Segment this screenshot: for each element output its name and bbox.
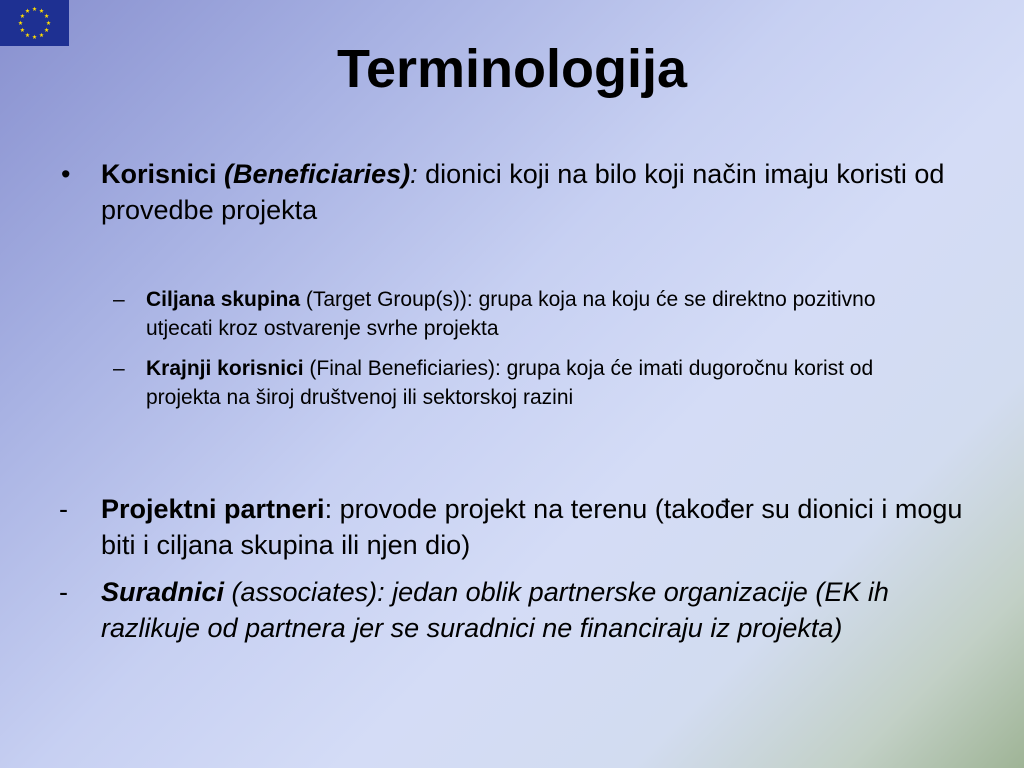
eu-star-icon [20, 28, 25, 32]
dash-marker: – [113, 357, 125, 380]
bullet-marker: • [61, 159, 71, 189]
bullet-projektni-partneri [59, 491, 981, 563]
term-beneficiaries: (Beneficiaries) [224, 159, 411, 189]
bullet-text: (associates): jedan oblik partnerske organizacije (EK ih razlikuje od partnera jer se suradnici ne financiraju iz projekta) [101, 577, 889, 643]
bullet-suradnici [59, 574, 981, 646]
bullet-text: : provode projekt na terenu (također su dionici i mogu biti i ciljana skupina ili njen dio) [101, 494, 963, 560]
bullet-text: dionici koji na bilo koji način imaju koristi od provedbe projekta [101, 159, 945, 225]
dash-marker: – [113, 288, 125, 311]
hyphen-marker: - [59, 577, 68, 607]
eu-star-icon [25, 8, 30, 12]
subbullet-krajnji-korisnici [113, 354, 936, 412]
term-krajnji-korisnici: Krajnji korisnici [146, 357, 304, 380]
term-colon: : [410, 159, 418, 189]
subbullet-text: (Target Group(s)): grupa koja na koju će se direktno pozitivno utjecati kroz ostvarenje svrhe projekta [146, 288, 876, 340]
eu-star-icon [20, 14, 25, 18]
subbullet-text: (Final Beneficiaries): grupa koja će imati dugoročnu korist od projekta na široj društvenoj ili sektorskoj razini [146, 357, 874, 409]
eu-star-icon [18, 21, 23, 25]
eu-star-icon [44, 14, 49, 18]
term-ciljana-skupina: Ciljana skupina [146, 288, 301, 311]
term-projektni-partneri: Projektni partneri [101, 494, 325, 524]
bullet-korisnici [61, 156, 981, 228]
slide-title: Terminologija [336, 39, 688, 99]
eu-star-icon [44, 28, 49, 32]
hyphen-marker: - [59, 494, 68, 524]
term-suradnici: Suradnici [101, 577, 225, 607]
eu-star-icon [32, 7, 37, 11]
eu-star-icon [39, 8, 44, 12]
term-korisnici: Korisnici [101, 159, 217, 189]
subbullet-ciljana-skupina [113, 285, 936, 343]
eu-star-icon [46, 21, 51, 25]
